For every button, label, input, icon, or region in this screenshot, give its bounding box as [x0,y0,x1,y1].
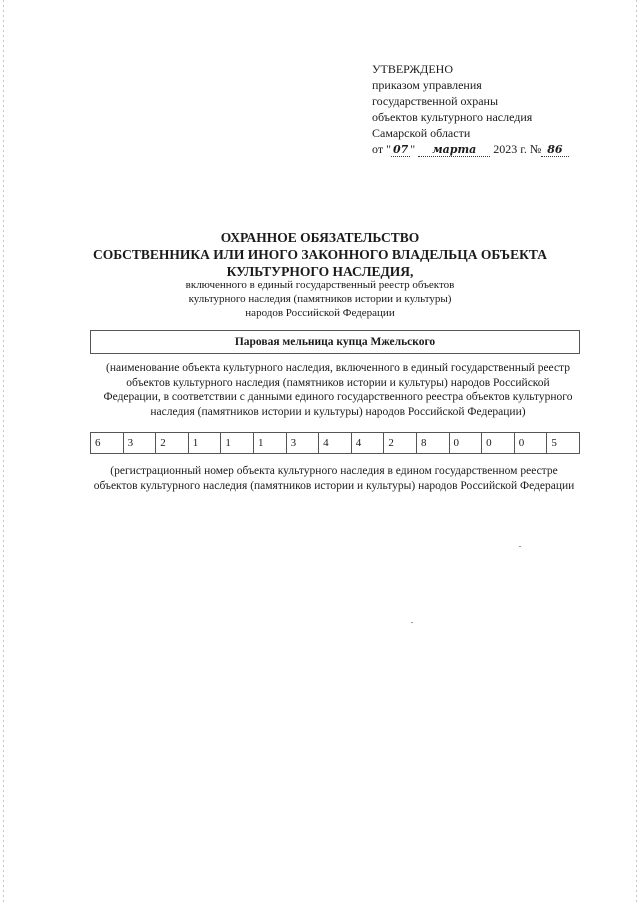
registration-digit-cell: 2 [384,433,417,453]
registration-digit-cell: 0 [450,433,483,453]
scan-edge-right [636,0,637,905]
date-quote: " [410,142,416,156]
registration-digit-cell: 4 [352,433,385,453]
registration-digit-cell: 6 [91,433,124,453]
approval-line-2: государственной охраны [372,94,499,108]
approval-line-3: объектов культурного наследия [372,110,533,124]
subtitle-line-1: включенного в единый государственный реестр объектов [185,279,455,291]
registration-digit-cell: 4 [319,433,352,453]
year-and-number-label: 2023 г. № [493,142,542,156]
document-subtitle [110,278,530,320]
registration-digit-cell: 5 [551,437,557,449]
scan-speck [519,546,521,547]
document-title [60,229,580,280]
registration-caption: (регистрационный номер объекта культурного наследия в едином государственном реестре объектов культурного наследия (памятников истории и культуры) народов Российской Федерации [93,465,575,492]
subtitle-line-2: культурного наследия (памятников истории и культуры) [188,293,452,305]
registration-digit-cell: 3 [124,433,157,453]
title-line-2: СОБСТВЕННИКА ИЛИ ИНОГО ЗАКОННОГО ВЛАДЕЛЬЦА ОБЪЕКТА [93,247,547,262]
approval-line-1: приказом управления [372,78,482,92]
approval-line-4: Самарской области [372,126,471,140]
handwritten-day: 07 [392,143,409,156]
approval-date-line [372,141,612,158]
registration-digit-cell: 1 [189,433,222,453]
handwritten-order-number: 86 [541,143,568,157]
registration-digit-cell: 8 [417,433,450,453]
approval-stamp-block [372,61,612,158]
scan-edge-left [3,0,4,905]
title-line-3: КУЛЬТУРНОГО НАСЛЕДИЯ, [226,264,414,279]
subtitle-line-3: народов Российской Федерации [245,307,395,319]
date-prefix: от " [372,142,391,156]
registration-digit-cell: 1 [221,433,254,453]
registration-digit-cell: 3 [287,433,320,453]
registration-number-grid [90,432,580,454]
object-name-box: Паровая мельница купца Мжельского [90,330,580,354]
scan-speck [411,622,413,623]
handwritten-month: марта [418,143,490,157]
registration-digit-cell: 2 [156,433,189,453]
registration-digit-cell: 0 [482,433,515,453]
object-name-caption: (наименование объекта культурного наследия, включенного в единый государственный реестр объектов культурного наследия (памятников истории и культуры) народов Российской Федерации, в соответствии с данными единого государственного реестра объектов культурного наследия (памятников истории и культуры) народов Российской Федерации) [103,362,573,418]
registration-digit-cell: 1 [254,433,287,453]
title-line-1: ОХРАННОЕ ОБЯЗАТЕЛЬСТВО [220,230,420,245]
approval-heading: УТВЕРЖДЕНО [372,62,454,76]
registration-digit-cell: 0 [515,433,548,453]
